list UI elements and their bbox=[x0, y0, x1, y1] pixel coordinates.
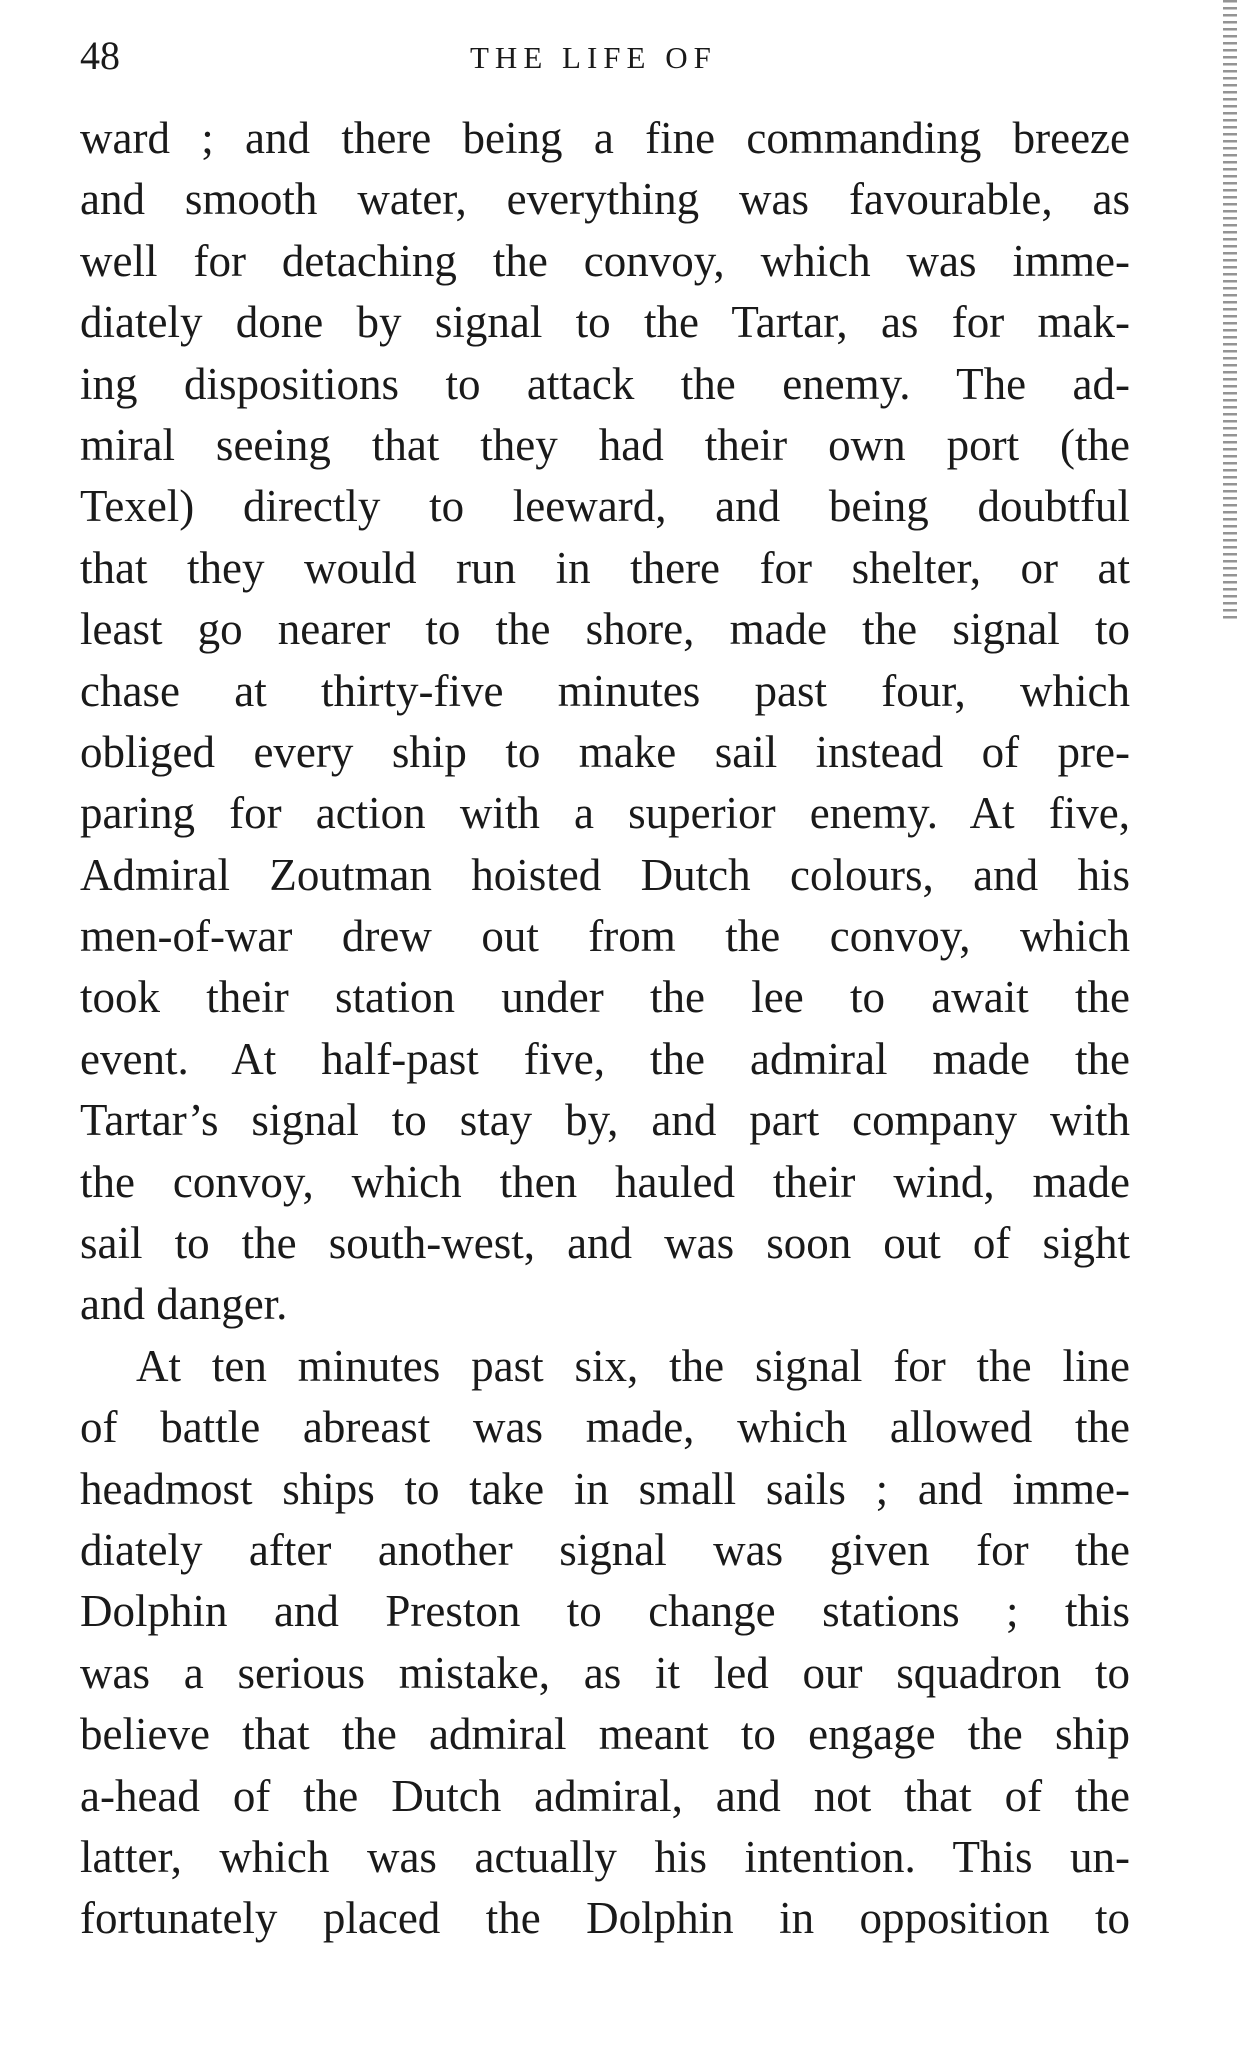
text-line: least go nearer to the shore, made the signal to bbox=[80, 604, 1130, 655]
text-line: men-of-war drew out from the convoy, which bbox=[80, 911, 1130, 962]
text-line: Tartar’s signal to stay by, and part company with bbox=[80, 1095, 1130, 1146]
text-line: headmost ships to take in small sails ; and imme- bbox=[80, 1463, 1130, 1514]
text-line: the convoy, which then hauled their wind, made bbox=[80, 1156, 1130, 1207]
page-number: 48 bbox=[80, 33, 120, 78]
text-line: Dolphin and Preston to change stations ; this bbox=[80, 1586, 1130, 1637]
text-line: well for detaching the convoy, which was imme- bbox=[80, 235, 1130, 286]
text-line: was a serious mistake, as it led our squadron to bbox=[80, 1647, 1130, 1698]
text-line: believe that the admiral meant to engage the ship bbox=[80, 1709, 1130, 1760]
text-line: obliged every ship to make sail instead of pre- bbox=[80, 726, 1130, 777]
text-line: event. At half-past five, the admiral made the bbox=[80, 1033, 1130, 1084]
text-line: Texel) directly to leeward, and being doubtful bbox=[80, 481, 1130, 532]
text-line: diately done by signal to the Tartar, as for mak- bbox=[80, 297, 1130, 348]
paragraph-end-line: and danger. bbox=[80, 1279, 288, 1330]
text-line: chase at thirty-five minutes past four, which bbox=[80, 665, 1130, 716]
text-line: that they would run in there for shelter, or at bbox=[80, 542, 1130, 593]
text-line: ward ; and there being a fine commanding breeze bbox=[80, 113, 1130, 163]
body-text bbox=[80, 108, 1130, 1950]
paragraph-start-line: At ten minutes past six, the signal for the line bbox=[136, 1340, 1130, 1391]
scan-edge-artifact bbox=[1223, 0, 1237, 620]
running-title: THE LIFE OF bbox=[470, 40, 717, 75]
text-line: latter, which was actually his intention. This un- bbox=[80, 1831, 1130, 1882]
text-line: sail to the south-west, and was soon out of sight bbox=[80, 1218, 1130, 1269]
text-line: miral seeing that they had their own port (the bbox=[80, 419, 1130, 470]
text-line: of battle abreast was made, which allowed the bbox=[80, 1402, 1130, 1453]
text-line: paring for action with a superior enemy. At five, bbox=[80, 788, 1130, 839]
text-line: took their station under the lee to await the bbox=[80, 972, 1130, 1023]
text-line: Admiral Zoutman hoisted Dutch colours, and his bbox=[80, 849, 1130, 900]
text-line: fortunately placed the Dolphin in opposition to bbox=[80, 1893, 1130, 1944]
text-line: ing dispositions to attack the enemy. The ad- bbox=[80, 358, 1130, 409]
running-head bbox=[80, 34, 1130, 78]
text-line: and smooth water, everything was favourable, as bbox=[80, 174, 1130, 225]
text-line: diately after another signal was given for the bbox=[80, 1524, 1130, 1575]
text-line: a-head of the Dutch admiral, and not that of the bbox=[80, 1770, 1130, 1821]
